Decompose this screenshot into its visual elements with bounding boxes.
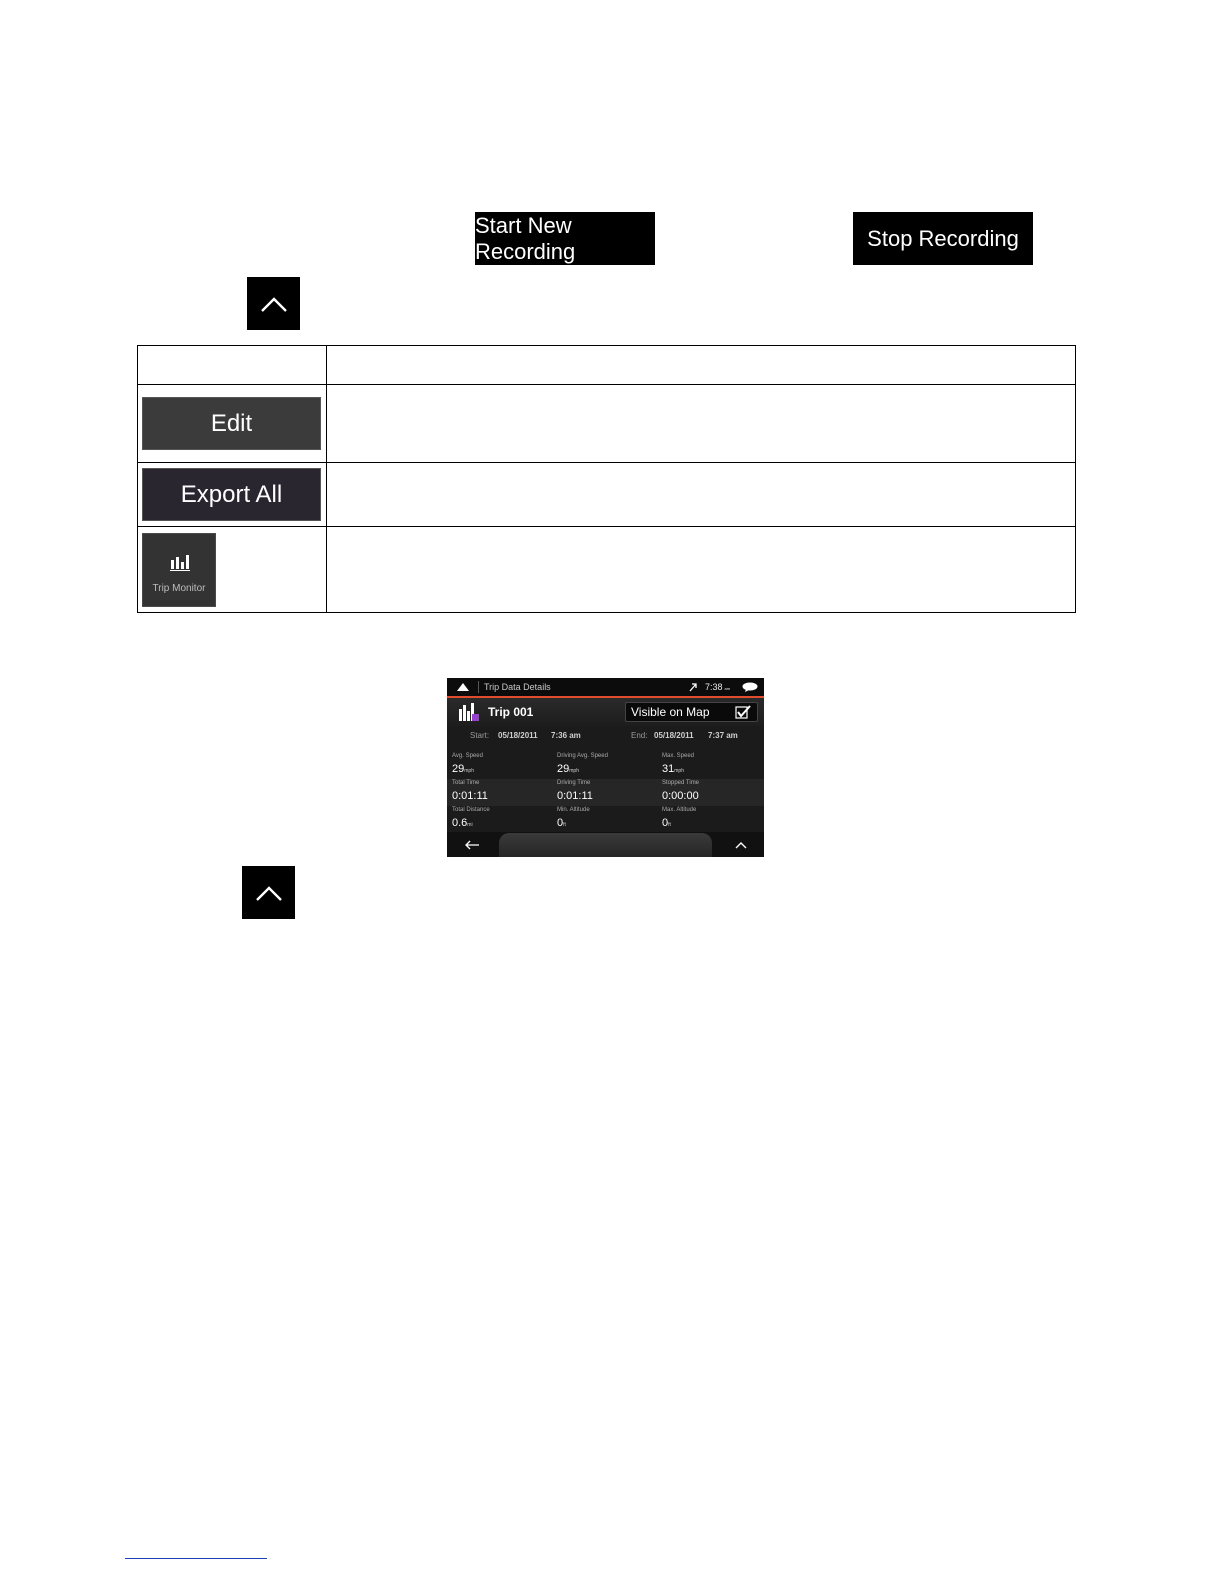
status-time: 7:38 am: [705, 682, 731, 692]
table-row: [138, 463, 1076, 527]
bottom-nav-center: [499, 833, 712, 857]
start-time: 7:36 am: [551, 730, 581, 740]
footnote-separator: [125, 1558, 267, 1559]
stat-min-altitude: Min. Altitude 0ft: [557, 807, 590, 829]
stats-row: [447, 779, 764, 806]
stat-max-altitude: Max. Altitude 0ft: [662, 807, 697, 829]
table-cell-description: [327, 527, 1076, 613]
trip-data-details-screen: [447, 678, 764, 857]
table-row: [138, 385, 1076, 463]
export-all-button-label: Export All: [180, 480, 283, 508]
chevron-up-icon[interactable]: [735, 841, 747, 849]
start-new-recording-label: Start New Recording: [475, 212, 576, 264]
table-header-description: [327, 346, 1076, 385]
start-new-recording-button[interactable]: [475, 212, 655, 265]
edit-button-label: Edit: [210, 409, 253, 437]
chevron-up-icon: [254, 883, 284, 903]
stat-total-time: Total Time 0:01:11: [452, 780, 488, 802]
table-cell-description: [327, 385, 1076, 463]
up-arrow-icon[interactable]: [456, 682, 470, 692]
table-cell-description: [327, 463, 1076, 527]
stat-total-distance: Total Distance 0.6mi: [452, 807, 490, 829]
options-table: [137, 345, 1076, 613]
visible-on-map-label: Visible on Map: [631, 705, 710, 719]
table-header-button: [138, 346, 327, 385]
edit-button[interactable]: [142, 397, 321, 450]
stat-avg-speed: Avg. Speed 29mph: [452, 753, 483, 775]
end-date: 05/18/2011: [654, 730, 694, 740]
stats-row: [447, 806, 764, 833]
bottom-nav-bar: [447, 832, 764, 857]
stats-row: [447, 752, 764, 779]
status-title: Trip Data Details: [484, 682, 551, 692]
trip-stats: [447, 752, 764, 833]
end-time: 7:37 am: [708, 730, 738, 740]
export-all-button[interactable]: [142, 468, 321, 521]
message-icon[interactable]: [742, 682, 758, 692]
start-label: Start:: [470, 730, 490, 740]
trip-header: [447, 698, 764, 726]
bar-chart-icon: [170, 553, 190, 571]
stat-driving-avg-speed: Driving Avg. Speed 29mph: [557, 753, 608, 775]
stat-stopped-time: Stopped Time 0:00:00: [662, 780, 700, 802]
trip-chart-icon: [458, 702, 480, 722]
start-date: 05/18/2011: [498, 730, 538, 740]
stop-recording-label: Stop Recording: [867, 225, 1019, 251]
table-header-row: [138, 346, 1076, 385]
table-cell-button: [138, 527, 327, 613]
trip-monitor-button[interactable]: [142, 533, 216, 607]
stat-driving-time: Driving Time 0:01:11: [557, 780, 593, 802]
stat-max-speed: Max. Speed 31mph: [662, 753, 695, 775]
up-arrow-button-2[interactable]: [242, 866, 295, 919]
trip-monitor-label: Trip Monitor: [152, 582, 206, 594]
trip-dates: [447, 726, 764, 744]
chevron-up-icon: [259, 294, 289, 314]
back-arrow-icon[interactable]: [464, 840, 480, 850]
gps-icon: [689, 683, 697, 692]
status-bar: [447, 678, 764, 698]
table-cell-button: [138, 385, 327, 463]
table-cell-button: [138, 463, 327, 527]
stop-recording-button[interactable]: [853, 212, 1033, 265]
status-divider: [478, 681, 479, 693]
table-row: [138, 527, 1076, 613]
end-label: End:: [631, 730, 648, 740]
trip-name: Trip 001: [488, 705, 534, 719]
checkbox-checked-icon[interactable]: [735, 705, 751, 719]
up-arrow-button-1[interactable]: [247, 277, 300, 330]
visible-on-map-toggle[interactable]: [625, 702, 758, 722]
